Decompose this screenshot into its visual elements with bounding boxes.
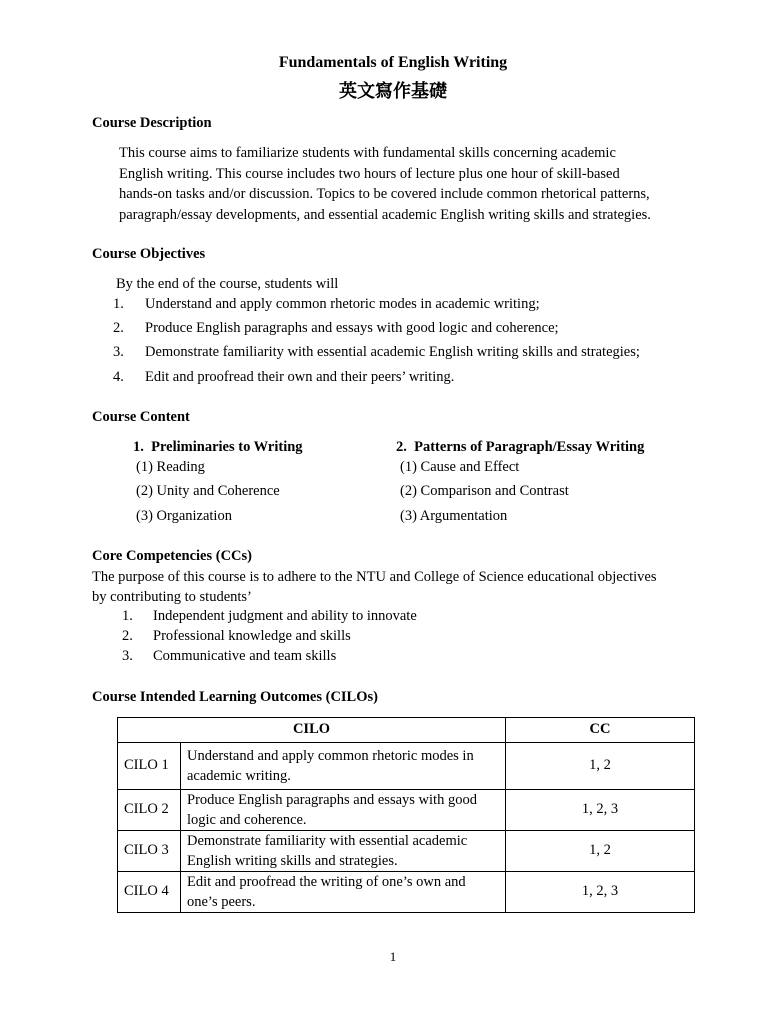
course-description-heading: Course Description [92, 115, 212, 131]
cilo-table [117, 717, 695, 913]
objective-number: 4. [113, 369, 124, 385]
objective-number: 3. [113, 344, 124, 360]
competency-item [122, 607, 417, 627]
cilo-row [118, 872, 695, 913]
cilo-row [118, 790, 695, 831]
competencies-text [92, 567, 702, 607]
objective-text: Produce English paragraphs and essays with good logic and coherence; [145, 320, 559, 336]
competency-number: 1. [122, 608, 133, 624]
course-title-english: Fundamentals of English Writing [278, 54, 508, 71]
competency-text: Professional knowledge and skills [153, 628, 351, 644]
cilo-cc: 1, 2 [506, 743, 695, 790]
objective-item [113, 368, 454, 388]
cilo-description-line: academic writing. [187, 768, 291, 784]
objective-item [113, 343, 640, 363]
content-topic: (2) Unity and Coherence [136, 483, 280, 499]
description-line: This course aims to familiarize students with fundamental skills concerning academic [119, 145, 616, 161]
objective-item [113, 319, 559, 339]
cilo-cc: 1, 2 [506, 831, 695, 872]
cilo-cc: 1, 2, 3 [506, 872, 695, 913]
cilo-description [181, 743, 506, 790]
course-content-heading: Course Content [92, 409, 190, 425]
content-topic: (1) Reading [136, 459, 205, 475]
course-title-chinese: 英文寫作基礎 [339, 81, 447, 102]
competencies-line: The purpose of this course is to adhere to the NTU and College of Science educational objectives [92, 569, 657, 585]
cilo-id: CILO 3 [118, 831, 181, 872]
competency-item [122, 647, 336, 667]
cc-column-header: CC [506, 718, 695, 743]
cilo-description [181, 790, 506, 831]
competencies-line: by contributing to students’ [92, 589, 252, 605]
content-topic: (2) Comparison and Contrast [400, 483, 569, 499]
course-objectives-heading: Course Objectives [92, 246, 206, 262]
objective-item [113, 295, 540, 315]
cilo-description-line: Edit and proofread the writing of one’s own and [187, 874, 466, 890]
objective-text: Demonstrate familiarity with essential academic English writing skills and strategies; [145, 344, 640, 360]
cilo-id: CILO 2 [118, 790, 181, 831]
content-column-title: 2. Patterns of Paragraph/Essay Writing [396, 439, 645, 455]
cilo-description-line: Understand and apply common rhetoric modes in [187, 748, 474, 764]
objective-text: Understand and apply common rhetoric modes in academic writing; [145, 296, 540, 312]
cilo-table-header [118, 718, 695, 743]
cilo-description-line: English writing skills and strategies. [187, 853, 398, 869]
objective-number: 1. [113, 296, 124, 312]
cilos-heading: Course Intended Learning Outcomes (CILOs) [92, 689, 378, 705]
cilo-description-line: Produce English paragraphs and essays with good [187, 792, 477, 808]
core-competencies-heading: Core Competencies (CCs) [92, 548, 252, 564]
cilo-description [181, 831, 506, 872]
objective-text: Edit and proofread their own and their peers’ writing. [145, 369, 455, 385]
content-topic: (3) Argumentation [400, 508, 508, 524]
page-number: 1 [389, 949, 397, 964]
competency-number: 3. [122, 648, 133, 664]
description-line: English writing. This course includes two hours of lecture plus one hour of skill-based [119, 165, 620, 182]
cilo-id: CILO 4 [118, 872, 181, 913]
competency-item [122, 627, 351, 647]
cilo-id: CILO 1 [118, 743, 181, 790]
cilo-description-line: logic and coherence. [187, 812, 307, 828]
description-line: hands-on tasks and/or discussion. Topics to be covered include common rhetorical patterns, [119, 186, 650, 202]
content-column-title: 1. Preliminaries to Writing [133, 439, 303, 455]
objective-number: 2. [113, 320, 124, 336]
cilo-row [118, 743, 695, 790]
objectives-intro: By the end of the course, students will [116, 276, 339, 292]
cilo-row [118, 831, 695, 872]
course-description-text [119, 143, 699, 225]
competency-text: Communicative and team skills [153, 648, 337, 664]
cilo-column-header: CILO [118, 718, 506, 743]
cilo-description-line: one’s peers. [187, 894, 256, 910]
content-topic: (3) Organization [136, 508, 232, 524]
description-line: paragraph/essay developments, and essential academic English writing skills and strategies. [119, 206, 651, 223]
competency-number: 2. [122, 628, 133, 644]
competency-text: Independent judgment and ability to innovate [153, 608, 417, 624]
cilo-cc: 1, 2, 3 [506, 790, 695, 831]
content-topic: (1) Cause and Effect [400, 459, 520, 475]
cilo-description-line: Demonstrate familiarity with essential academic [187, 833, 468, 849]
cilo-description [181, 872, 506, 913]
